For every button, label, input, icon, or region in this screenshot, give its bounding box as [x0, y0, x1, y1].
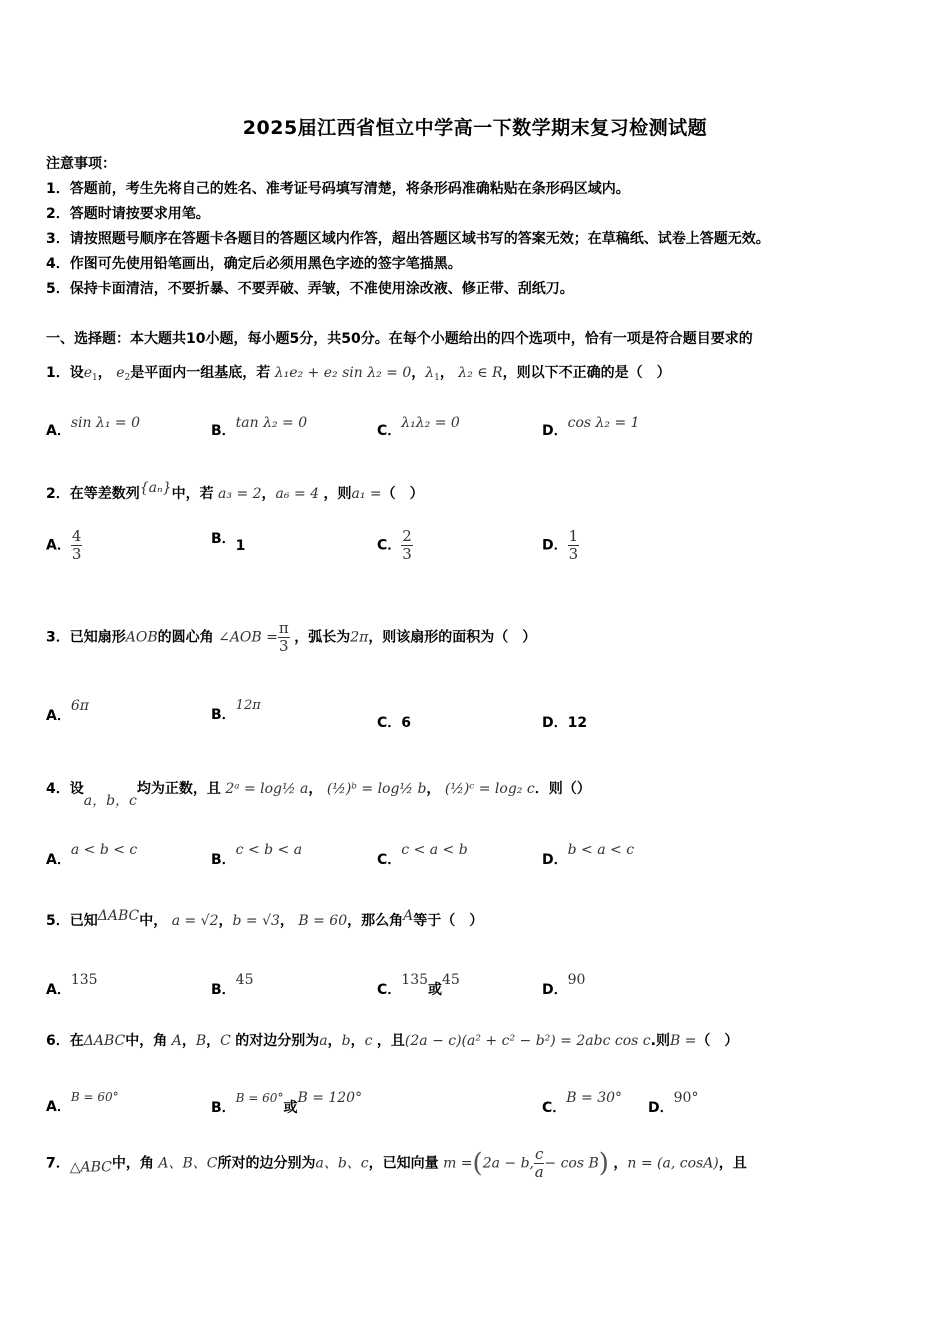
- section-heading: 一、选择题：本大题共10小题，每小题5分，共50分。在每个小题给出的四个选项中，恰有一项是符合题目要求的: [46, 331, 753, 347]
- option-c[interactable]: C．λ₁λ₂ = 0: [377, 415, 460, 439]
- option-c[interactable]: C．6: [377, 715, 412, 731]
- question-4: 4．设a，b，c均为正数，且 2ᵃ = log½ a， (½)ᵇ = log½ b， (½)ᶜ = log₂ c．则（）: [46, 781, 591, 809]
- question-6: 6．在ΔABC中，角 A，B，C 的对边分别为a，b，c ，且(2a − c)(a² + c² − b²) = 2abc cos c.则B =（ ）: [46, 1033, 739, 1049]
- option-d[interactable]: D．b < a < c: [542, 842, 635, 868]
- question-3: 3．已知扇形AOB的圆心角 ∠AOB = $\frac{\pi}{3}$ ，弧长为2π，则该扇形的面积为（ ）: [46, 619, 537, 655]
- option-a[interactable]: A．6π: [46, 698, 89, 724]
- question-7: 7．△ABC中，角 A、B、C所对的边分别为a、b、c，已知向量 m =(2a − b, $\frac{c}{a}$ − cos B) ，n = (a, cosA)，且: [46, 1145, 747, 1181]
- option-c[interactable]: C．B = 30°: [542, 1090, 623, 1116]
- notice-item: 1．答题前，考生先将自己的姓名、准考证号码填写清楚，将条形码准确粘贴在条形码区域内。: [46, 181, 630, 197]
- option-b[interactable]: B．45: [211, 972, 254, 998]
- option-a[interactable]: A．135: [46, 972, 98, 998]
- option-c[interactable]: C．c < a < b: [377, 842, 468, 868]
- notice-item: 5．保持卡面清洁，不要折暴、不要弄破、弄皱，不准使用涂改液、修正带、刮纸刀。: [46, 281, 574, 297]
- notice-item: 2．答题时请按要求用笔。: [46, 206, 210, 222]
- option-a[interactable]: A．B = 60°: [46, 1090, 119, 1115]
- notice-item: 4．作图可先使用铅笔画出，确定后必须用黑色字迹的签字笔描黑。: [46, 256, 462, 272]
- question-2: 2．在等差数列{aₙ}中，若 a₃ = 2，a₆ = 4 ，则a₁ =（ ）: [46, 480, 424, 502]
- notice-item: 3．请按照题号顺序在答题卡各题目的答题区域内作答，超出答题区域书写的答案无效；在草稿纸、试卷上答题无效。: [46, 231, 770, 247]
- question-5: 5．已知ΔABC中， a = √2，b = √3， B = 60，那么角A等于（ ）: [46, 908, 484, 929]
- option-d[interactable]: D．12: [542, 715, 588, 731]
- question-1: 1．设$e_1$， $e_2$是平面内一组基底，若 λ₁e₂ + e₂ sin λ₂ = 0，$\lambda_1$， λ₂ ∈ R，则以下不正确的是（ ）: [46, 365, 671, 383]
- option-a[interactable]: A．sin λ₁ = 0: [46, 415, 140, 439]
- option-c[interactable]: C．135或45: [377, 972, 460, 998]
- notice-heading: 注意事项：: [46, 156, 116, 172]
- option-b[interactable]: B．B = 60°或B = 120°: [211, 1090, 363, 1116]
- option-d[interactable]: D．cos λ₂ = 1: [542, 415, 640, 439]
- option-b[interactable]: B．c < b < a: [211, 842, 303, 868]
- option-a[interactable]: A．a < b < c: [46, 842, 138, 868]
- option-b[interactable]: B．tan λ₂ = 0: [211, 415, 308, 439]
- option-a[interactable]: A． $\frac{4}{3}$: [46, 527, 82, 563]
- option-d[interactable]: D．90°: [648, 1090, 699, 1116]
- option-b[interactable]: B．1: [211, 531, 246, 554]
- option-c[interactable]: C． $\frac{2}{3}$: [377, 527, 412, 563]
- page-title: 2025届江西省恒立中学高一下数学期末复习检测试题: [242, 117, 708, 139]
- option-d[interactable]: D． $\frac{1}{3}$: [542, 527, 579, 563]
- option-b[interactable]: B．12π: [211, 698, 261, 723]
- option-d[interactable]: D．90: [542, 972, 586, 998]
